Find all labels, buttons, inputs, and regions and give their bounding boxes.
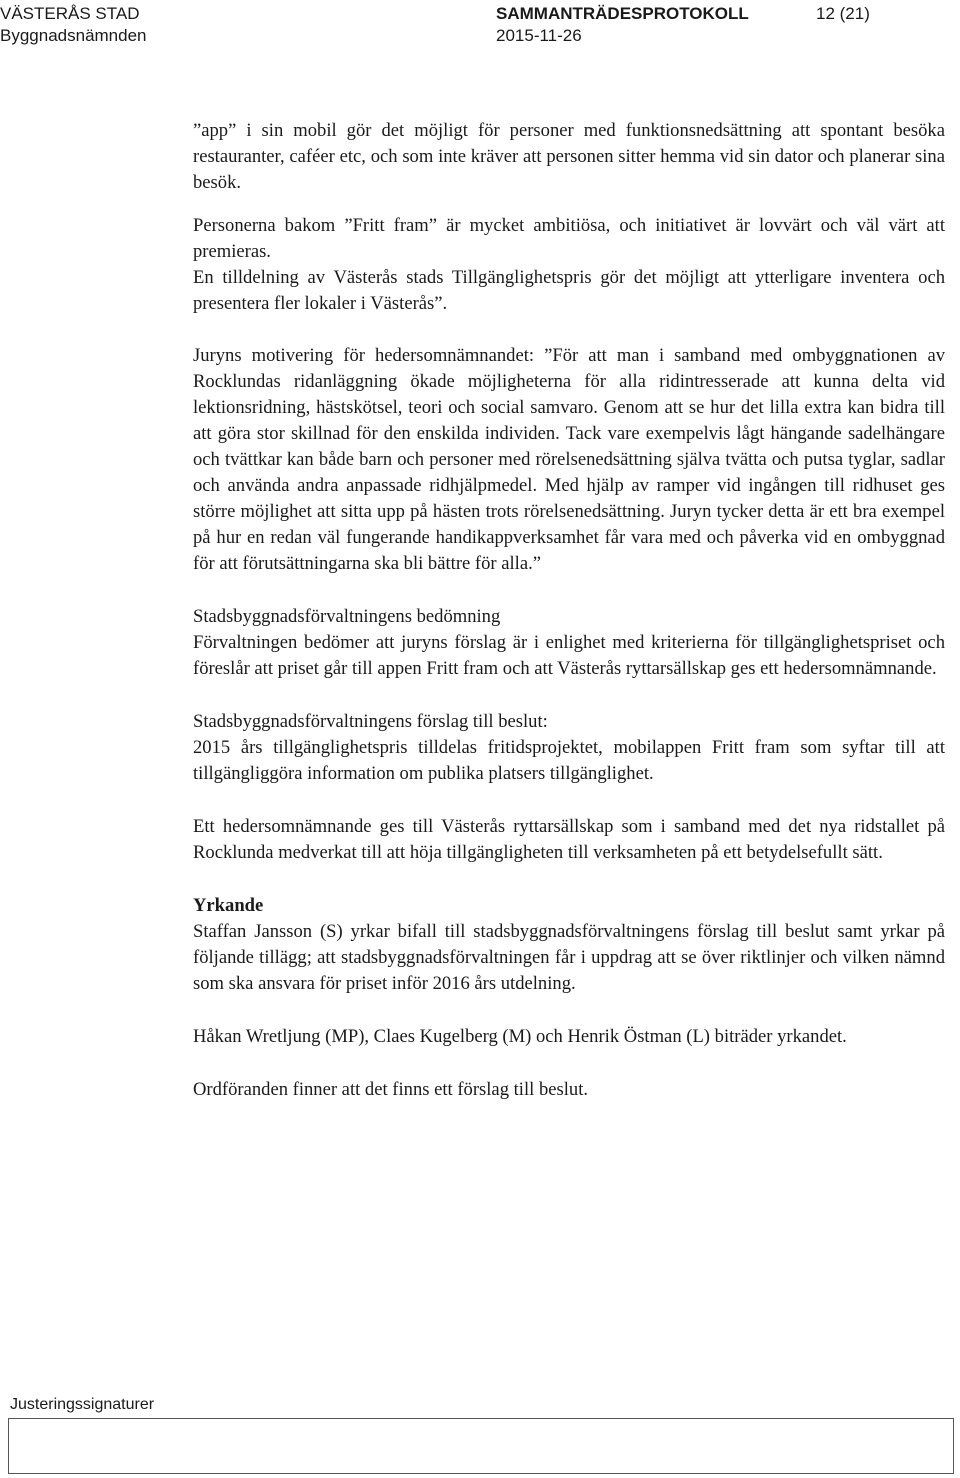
proposal-text: 2015 års tillgänglighetspris tilldelas fritidsprojektet, mobilappen Fritt fram som syftar till att tillgängliggöra information om publika platsers tillgänglighet. xyxy=(193,737,945,784)
department-name: Byggnadsnämnden xyxy=(0,26,147,45)
signatures-box xyxy=(8,1418,954,1474)
assessment-text: Förvaltningen bedömer att juryns förslag är i enlighet med kriterierna för tillgänglighetspriset och föreslår att priset går till appen Fritt fram och att Västerås ryttarsällskap ges ett hedersomnämnande. xyxy=(193,632,945,679)
motion-heading: Yrkande xyxy=(193,895,264,916)
chair-decision-text: Ordföranden finner att det finns ett förslag till beslut. xyxy=(193,1079,589,1100)
paragraph-jury-motivation: Juryns motivering för hedersomnämnandet: ”För att man i samband med ombyggnationen av Rocklundas ridanläggning ökade möjligheterna för alla ridintresserade att kunna delta vid lektionsridning, hästskötsel, teori och social samvaro. Genom att se hur det lilla extra kan bidra till att göra stor skillnad för den enskilda individen. Tack vare exempelvis lågt hängande sadelhängare och tvättkar kan både barn och personer med rörelsenedsättning själva tvätta och putsa tyglar, sadlar och använda andra anpassade ridhjälpmedel. Med hjälp av ramper vid ingången till ridhuset ges större möjlighet att sitta upp på hästen trots rörelsenedsättning. Juryn tycker detta är ett bra exempel på hur en redan väl fungerande handikappverksamhet får vara med och påverka vid en ombyggnad för att förutsättningarna ska bli bättre för alla.” xyxy=(193,345,945,574)
motion-text: Staffan Jansson (S) yrkar bifall till stadsbyggnadsförvaltningens förslag till beslut samt yrkar på följande tillägg; att stadsbyggnadsförvaltningen får i uppdrag att se över riktlinjer och vilken nämnd som ska ansvara för priset inför 2016 års utdelning. xyxy=(193,921,945,994)
meeting-date: 2015-11-26 xyxy=(496,26,582,45)
support-text: Håkan Wretljung (MP), Claes Kugelberg (M) och Henrik Östman (L) biträder yrkandet. xyxy=(193,1026,847,1047)
organization-name: VÄSTERÅS STAD xyxy=(0,4,140,23)
assessment-heading: Stadsbyggnadsförvaltningens bedömning xyxy=(193,606,501,627)
proposal-heading: Stadsbyggnadsförvaltningens förslag till beslut: xyxy=(193,711,548,732)
honorable-mention-text: Ett hedersomnämnande ges till Västerås ryttarsällskap som i samband med det nya ridstallet på Rocklunda medverkat till att höja tillgängligheten till verksamheten på ett betydelsefullt sätt. xyxy=(193,816,945,863)
paragraph-allocation: En tilldelning av Västerås stads Tillgänglighetspris gör det möjligt att ytterligare inventera och presentera fler lokaler i Västerås”. xyxy=(193,267,945,314)
document-type: SAMMANTRÄDESPROTOKOLL xyxy=(496,4,749,23)
paragraph-app-description: ”app” i sin mobil gör det möjligt för personer med funktionsnedsättning att spontant besöka restauranter, caféer etc, och som inte kräver att personen sitter hemma vid sin dator och planerar sina besök. xyxy=(193,120,945,193)
paragraph-ambition: Personerna bakom ”Fritt fram” är mycket ambitiösa, och initiativet är lovvärt och väl värt att premieras. xyxy=(193,215,945,262)
document-body xyxy=(193,118,945,1103)
page-number: 12 (21) xyxy=(816,4,870,23)
signatures-label: Justeringssignaturer xyxy=(10,1396,155,1413)
